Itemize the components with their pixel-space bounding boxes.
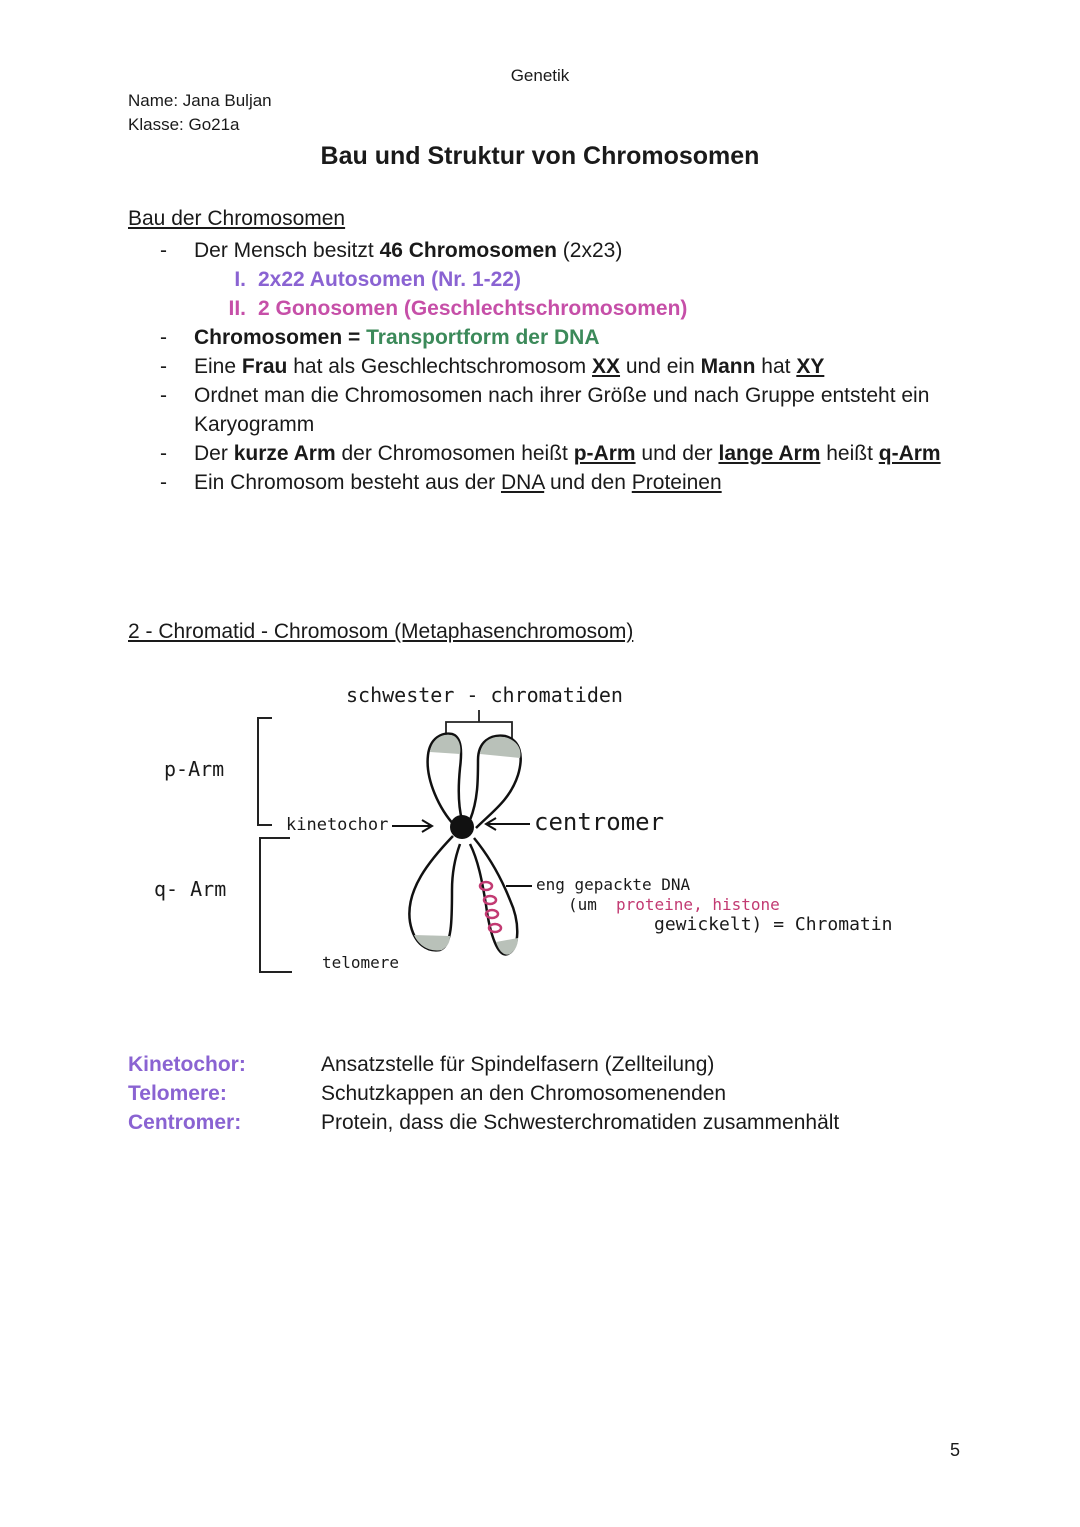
sub-item-gonosomen: II. 2 Gonosomen (Geschlechtschromosomen) bbox=[228, 297, 688, 320]
list-item: - Der Mensch besitzt 46 Chromosomen (2x23) bbox=[160, 236, 980, 265]
definition-row: Centromer: Protein, dass die Schwesterchromatiden zusammenhält bbox=[128, 1111, 840, 1134]
page-number: 5 bbox=[949, 1440, 960, 1460]
label-sister-chromatids: schwester - chromatiden bbox=[346, 683, 623, 707]
kinetochor-arrow-icon bbox=[392, 820, 432, 832]
chromatid-lower-left bbox=[409, 836, 460, 950]
definition-row: Kinetochor: Ansatzstelle für Spindelfasern (Zellteilung) bbox=[128, 1053, 715, 1076]
label-dna-packed: eng gepackte DNA bbox=[536, 875, 691, 894]
centromer-arrow-icon bbox=[486, 818, 530, 830]
label-proteins: proteine, histone bbox=[616, 895, 780, 914]
label-dna-um: (um bbox=[568, 895, 597, 914]
student-name: Name: Jana Buljan bbox=[128, 91, 272, 110]
dash-icon: - bbox=[160, 471, 167, 494]
page-title: Bau und Struktur von Chromosomen bbox=[320, 142, 760, 170]
label-chromatin: gewickelt) = Chromatin bbox=[654, 914, 893, 935]
list-item: - Ordnet man die Chromosomen nach ihrer Größe und nach Gruppe entsteht ein Karyogramm bbox=[160, 381, 980, 439]
telomere-cap bbox=[430, 735, 460, 754]
list-item: - Der kurze Arm der Chromosomen heißt p-Arm und der lange Arm heißt q-Arm bbox=[160, 439, 980, 468]
page-subject: Genetik bbox=[510, 66, 570, 85]
definition-row: Telomere: Schutzkappen an den Chromosomenenden bbox=[128, 1082, 727, 1105]
chromosome-diagram bbox=[0, 660, 1080, 1000]
definitions-list bbox=[128, 1050, 1028, 1140]
list-item: - Eine Frau hat als Geschlechtschromosom XX und ein Mann hat XY bbox=[160, 352, 980, 381]
p-arm-bracket bbox=[258, 718, 272, 825]
dash-icon: - bbox=[160, 384, 167, 407]
dash-icon: - bbox=[160, 239, 167, 262]
q-arm-bracket bbox=[260, 838, 292, 972]
label-centromer: centromer bbox=[534, 808, 665, 836]
list-item: - Chromosomen = Transportform der DNA bbox=[160, 323, 980, 352]
student-class: Klasse: Go21a bbox=[128, 115, 240, 134]
dash-icon: - bbox=[160, 326, 167, 349]
section-heading-bau: Bau der Chromosomen bbox=[128, 207, 346, 230]
dash-icon: - bbox=[160, 442, 167, 465]
bullet-list bbox=[160, 236, 980, 497]
label-telomere: telomere bbox=[322, 953, 400, 972]
label-q-arm: q- Arm bbox=[154, 877, 227, 901]
centromere-dot bbox=[450, 815, 474, 839]
sub-item-autosomen: I. 2x22 Autosomen (Nr. 1-22) bbox=[234, 268, 521, 291]
label-kinetochor: kinetochor bbox=[286, 815, 389, 835]
list-item: - Ein Chromosom besteht aus der DNA und den Proteinen bbox=[160, 468, 980, 497]
label-p-arm: p-Arm bbox=[164, 757, 225, 781]
dash-icon: - bbox=[160, 355, 167, 378]
section-heading-chromatid: 2 - Chromatid - Chromosom (Metaphasenchromosom) bbox=[128, 620, 634, 643]
